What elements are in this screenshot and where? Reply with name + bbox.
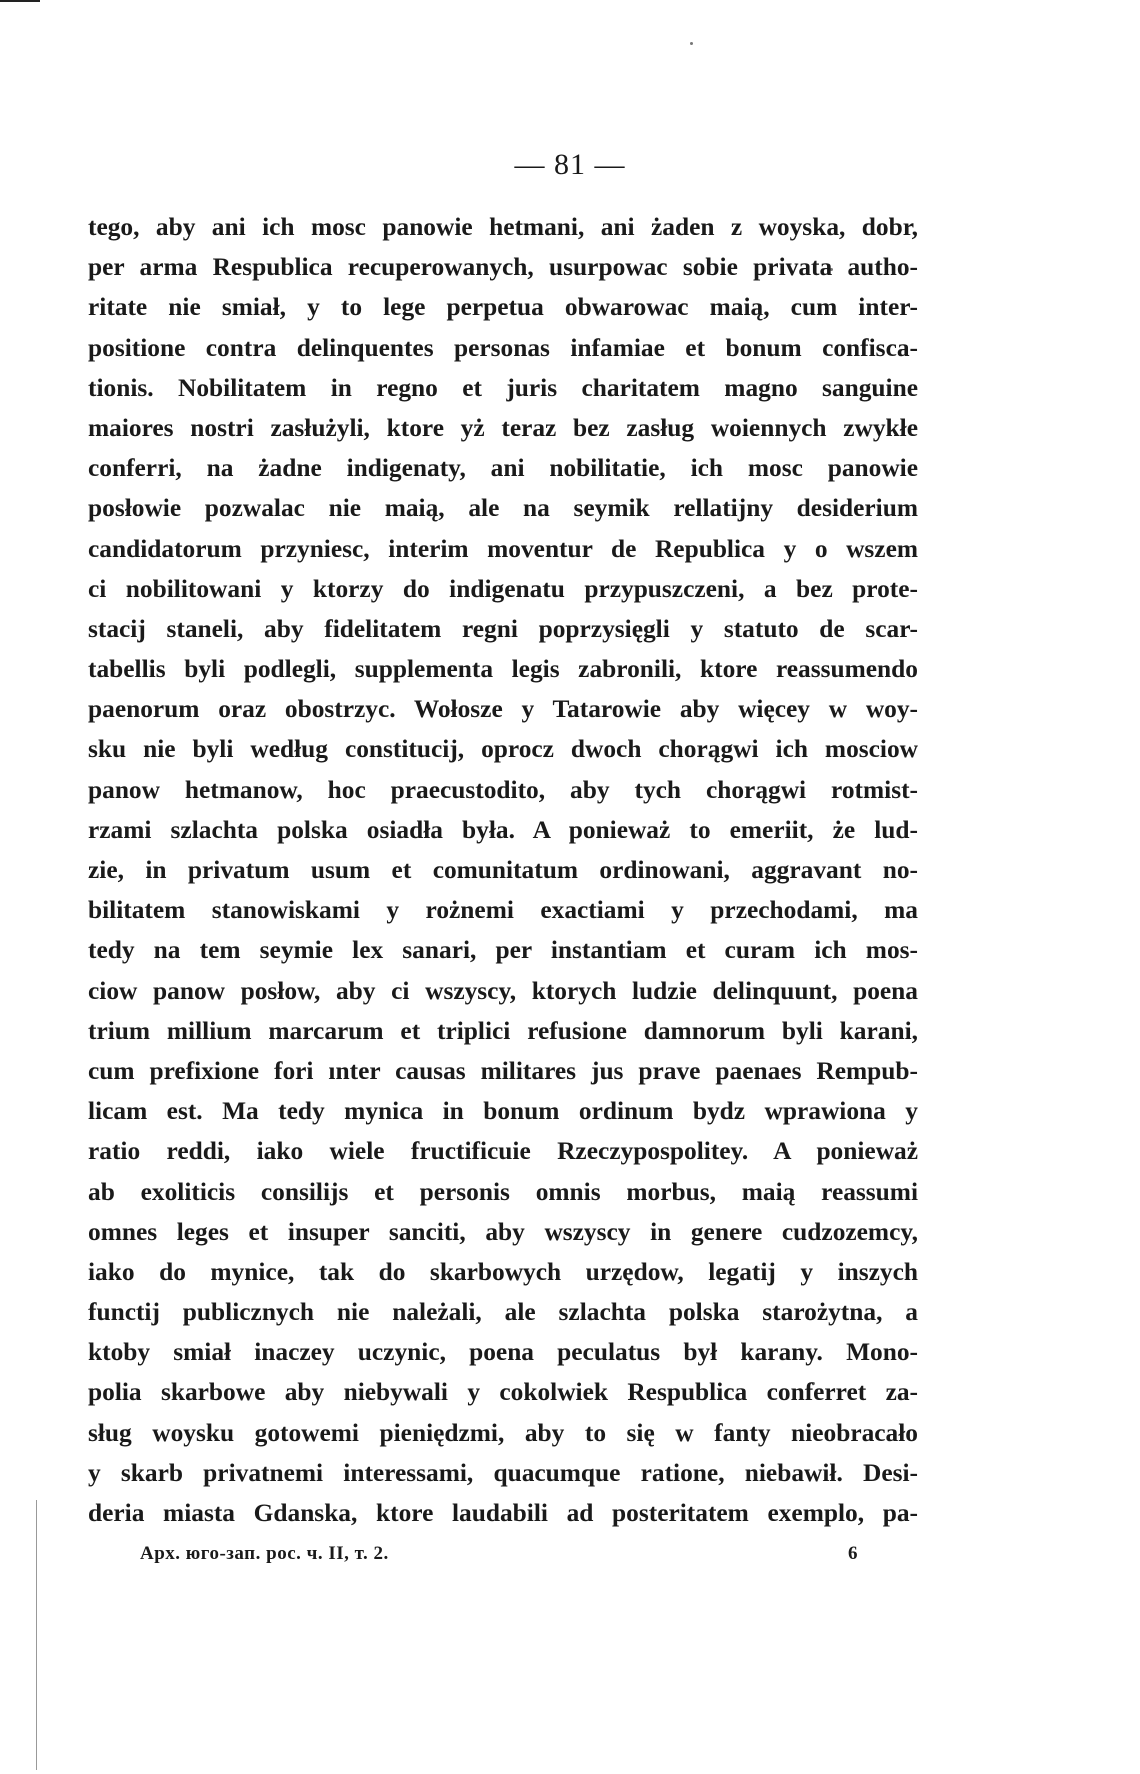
- text-line: omnes leges et insuper sanciti, aby wszyscy in genere cudzozemcy,: [88, 1217, 918, 1246]
- text-line: rzami szlachta polska osiadła była. A ponieważ to emeriit, że lud-: [88, 815, 918, 844]
- text-line: candidatorum przyniesc, interim moventur de Republica y o wszem: [88, 534, 918, 563]
- text-line: sku nie byli według constitucij, oprocz dwoch chorągwi ich mosciow: [88, 735, 918, 764]
- text-line: tionis. Nobilitatem in regno et juris charitatem magno sanguine: [88, 373, 918, 402]
- footer-sheet-number: 6: [848, 1543, 858, 1564]
- text-line: ktoby smiał inaczey uczynic, poena peculatus był karany. Mono-: [88, 1338, 918, 1367]
- body-text: [88, 207, 918, 1533]
- text-line: sług woysku gotowemi pieniędzmi, aby to się w fanty nieobracało: [88, 1418, 918, 1447]
- text-line: licam est. Ma tedy mynica in bonum ordinum bydz wprawiona y: [88, 1097, 918, 1126]
- text-line: iako do mynice, tak do skarbowych urzędow, legatij y inszych: [88, 1257, 918, 1286]
- text-line: tabellis byli podlegli, supplementa legis zabronili, ktore reassumendo: [88, 655, 918, 684]
- text-line: posłowie pozwalac nie maią, ale na seymik rellatijny desiderium: [88, 494, 918, 523]
- text-line: paenorum oraz obostrzyc. Wołosze y Tatarowie aby więcey w woy-: [88, 695, 918, 724]
- text-line: trium millium marcarum et triplici refusione damnorum byli karani,: [88, 1016, 918, 1045]
- text-line: panow hetmanow, hoc praecustodito, aby tych chorągwi rotmist-: [88, 775, 918, 804]
- text-line: tego, aby ani ich mosc panowie hetmani, ani żaden z woyska, dobr,: [88, 213, 918, 241]
- text-line: polia skarbowe aby niebywali y cokolwiek Respublica conferret za-: [88, 1378, 918, 1407]
- text-line: y skarb privatnemi interessami, quacumque ratione, niebawił. Desi-: [88, 1458, 918, 1487]
- text-line: ritate nie smiał, y to lege perpetua obwarowac maią, cum inter-: [88, 293, 918, 322]
- text-line: ab exoliticis consilijs et personis omnis morbus, maią reassumi: [88, 1177, 918, 1206]
- text-line: maiores nostri zasłużyli, ktore yż teraz bez zasług woiennych zwykłe: [88, 413, 918, 442]
- text-line: ciow panow posłow, aby ci wszyscy, ktorych ludzie delinquunt, poena: [88, 976, 918, 1005]
- top-edge-rule: [0, 0, 40, 2]
- text-line: conferri, na żadne indigenaty, ani nobilitatie, ich mosc panowie: [88, 454, 918, 483]
- page-number: — 81 —: [514, 148, 626, 181]
- footer: [140, 1543, 858, 1565]
- text-line: deria miasta Gdanska, ktore laudabili ad posteritatem exemplo, pa-: [88, 1499, 918, 1527]
- left-margin-rule: [36, 1500, 37, 1770]
- footer-signature: Арх. юго-зап. рос. ч. II, т. 2.: [140, 1543, 389, 1564]
- text-line: ci nobilitowani y ktorzy do indigenatu przypuszczeni, a bez prote-: [88, 574, 918, 603]
- text-line: per arma Respublica recuperowanych, usurpowac sobie privata autho-: [88, 253, 918, 282]
- text-line: functij publicznych nie należali, ale szlachta polska starożytna, a: [88, 1298, 918, 1327]
- text-line: bilitatem stanowiskami y rożnemi exactiami y przechodami, ma: [88, 896, 918, 925]
- text-line: positione contra delinquentes personas infamiae et bonum confisca-: [88, 333, 918, 362]
- text-line: cum prefixione fori ınter causas militares jus prave paenaes Rempub-: [88, 1056, 918, 1085]
- text-line: stacij staneli, aby fidelitatem regni poprzysięgli y statuto de scar-: [88, 614, 918, 643]
- text-line: zie, in privatum usum et comunitatum ordinowani, aggravant no-: [88, 856, 918, 884]
- text-line: ratio reddi, iako wiele fructificuie Rzeczypospolitey. A ponieważ: [88, 1137, 918, 1166]
- scan-speck: [690, 42, 693, 45]
- text-line: tedy na tem seymie lex sanari, per instantiam et curam ich mos-: [88, 936, 918, 965]
